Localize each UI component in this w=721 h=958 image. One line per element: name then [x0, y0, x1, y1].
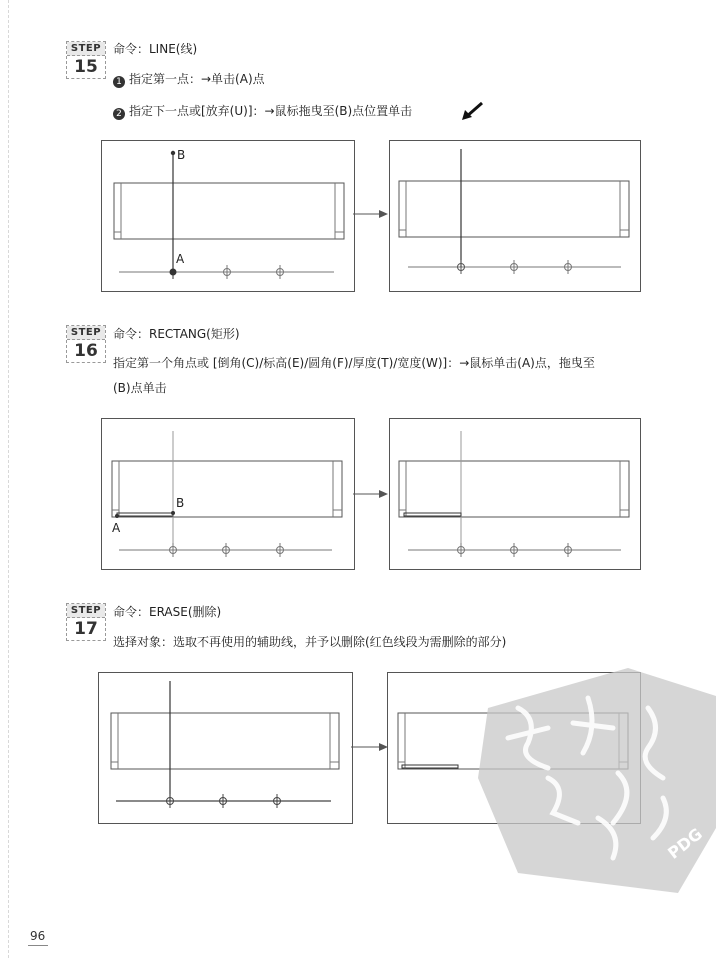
- step16-after-drawing: [390, 419, 640, 569]
- step-badge-15: [66, 41, 106, 79]
- step16-before-drawing: [102, 419, 354, 569]
- step-number: 17: [74, 619, 98, 639]
- library-stamp-watermark: [478, 668, 718, 893]
- step-badge-17: [66, 603, 106, 641]
- step16-before-panel: [101, 418, 355, 570]
- step15-sub2: [113, 103, 412, 120]
- step15-after-drawing: [390, 141, 640, 291]
- step17-line1: 选择对象：选取不再使用的辅助线，并予以删除(红色线段为需删除的部分): [113, 635, 507, 649]
- step15-sub1-text: 指定第一点：→单击(A)点: [129, 72, 265, 86]
- point-label-a: A: [176, 252, 185, 266]
- step15-sub2-text: 指定下一点或[放弃(U)]：→鼠标拖曳至(B)点位置单击: [129, 104, 413, 118]
- step15-before-drawing: [102, 141, 354, 291]
- point-label-b: B: [177, 148, 186, 162]
- step15-after-panel: [389, 140, 641, 292]
- step-number: 15: [74, 57, 98, 77]
- bullet-number-icon: 1: [113, 76, 125, 88]
- step16-line2: (B)点单击: [113, 381, 167, 395]
- step15-before-panel: [101, 140, 355, 292]
- point-label-b: B: [176, 496, 185, 510]
- step17-before-drawing: [99, 673, 352, 823]
- step17-before-panel: [98, 672, 353, 824]
- step15-command: 命令：LINE(线): [113, 42, 198, 56]
- step15-sub1: [113, 71, 265, 88]
- step-label: STEP: [67, 326, 105, 340]
- margin-guide: [0, 0, 9, 958]
- point-label-a: A: [112, 521, 121, 535]
- step-label: STEP: [67, 42, 105, 56]
- transition-arrow-icon: [351, 741, 389, 753]
- step16-line1: 指定第一个角点或 [倒角(C)/标高(E)/圆角(F)/厚度(T)/宽度(W)]：→鼠标单击(A)点，拖曳至: [113, 356, 595, 370]
- bullet-number-icon: 2: [113, 108, 125, 120]
- watermark-text: PDG: [664, 824, 706, 863]
- transition-arrow-icon: [353, 208, 389, 220]
- page-number: 96: [30, 929, 46, 943]
- step-badge-16: [66, 325, 106, 363]
- step-label: STEP: [67, 604, 105, 618]
- page-number-rule: [28, 945, 48, 946]
- step-number: 16: [74, 341, 98, 361]
- drag-arrow-icon: [460, 100, 486, 122]
- step16-after-panel: [389, 418, 641, 570]
- transition-arrow-icon: [353, 488, 389, 500]
- step16-command: 命令：RECTANG(矩形): [113, 327, 240, 341]
- step17-command: 命令：ERASE(删除): [113, 605, 222, 619]
